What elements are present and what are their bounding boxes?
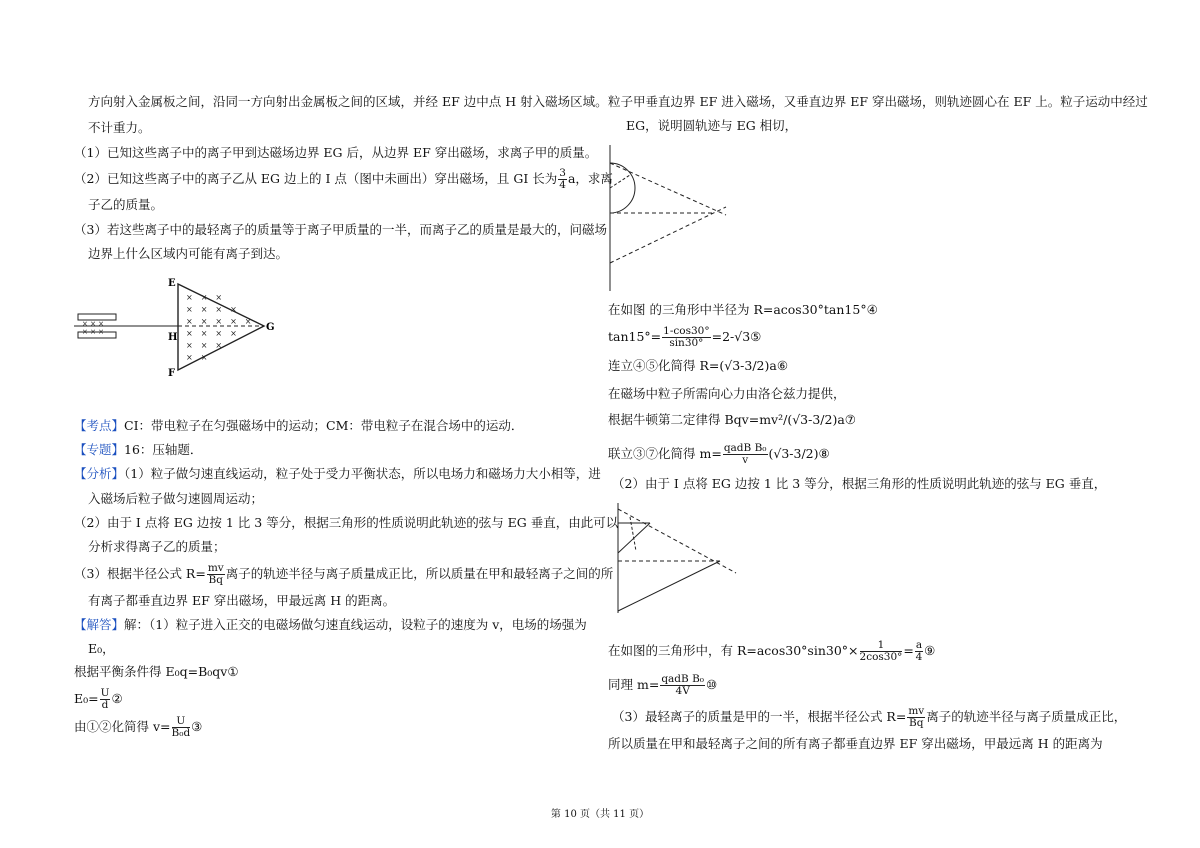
jieda-line2: E₀， (88, 641, 115, 656)
problem-intro-line1: 方向射入金属板之间，沿同一方向射出金属板之间的区域，并经 EF 边中点 H 射入磁场区域。 (88, 94, 608, 109)
r12-pre: （3）最轻离子的质量是甲的一半，根据半径公式 R= (612, 709, 907, 724)
svg-text:× × × × ×: × × × × × (186, 317, 252, 326)
right-line8 (608, 443, 830, 466)
fenxi-line3: （2）由于 I 点将 EG 边按 1 比 3 等分，根据三角形的性质说明此轨迹的弦与 EG 垂直，由此可以 (74, 515, 619, 530)
right-line1: 粒子甲垂直边界 EF 进入磁场，又垂直边界 EF 穿出磁场，则轨迹圆心在 EF 上。粒子运动中经过 (608, 94, 1148, 109)
page-footer: 第 10 页（共 11 页） (550, 809, 650, 820)
question-2-text-b: a，求离 (567, 171, 613, 186)
right-line13: 所以质量在甲和最轻离子之间的所有离子都垂直边界 EF 穿出磁场，甲最远离 H 的距离为 (608, 736, 1103, 751)
svg-text:× × ×: × × × (186, 293, 223, 302)
right-line2: EG，说明圆轨迹与 EG 相切， (626, 118, 798, 133)
jieda-text1: 解：（1）粒子进入正交的电磁场做匀速直线运动，设粒子的速度为 v，电场的场强为 (124, 617, 587, 632)
fraction-m-4v: $\frac{\text{qadB B₀}}{4V}$ (661, 673, 704, 697)
svg-text:× × ×: × × × (82, 320, 105, 328)
figure-chord (616, 503, 746, 615)
equation-1: 根据平衡条件得 E₀q=B₀qv① (74, 664, 239, 679)
r11-pre: 同理 m= (608, 677, 660, 692)
fenxi-line2: 入磁场后粒子做匀速圆周运动； (88, 491, 264, 506)
question-3-line2: 边界上什么区域内可能有离子到达。 (88, 246, 289, 261)
svg-text:× × × ×: × × × × (186, 305, 237, 314)
fraction-1-2cos30: $\frac{1}{2\cos 30^\circ}$ (859, 639, 903, 663)
svg-text:× × ×: × × × (186, 341, 223, 350)
fraction-mv-bq: $\frac{mv}{Bq}$ (207, 562, 224, 586)
magnetic-triangle (178, 284, 264, 370)
r10-mid: = (903, 643, 914, 658)
label-H: H (168, 332, 178, 343)
right-line3: 在如图 的三角形中半径为 R=acos30°tan15°④ (608, 302, 878, 317)
eq3-post: ③ (191, 719, 203, 734)
fenxi-line6: 有离子都垂直边界 EF 穿出磁场，甲最远离 H 的距离。 (88, 593, 396, 608)
eq2-pre: E₀= (74, 691, 99, 706)
fraction-u-b0d: $\frac{U}{\text{B₀d}}$ (171, 715, 191, 739)
kaodian-tag: 【考点】 (74, 418, 125, 433)
r8-pre: 联立③⑦化简得 m= (608, 446, 722, 461)
question-3-line1: （3）若这些离子中的最轻离子的质量等于离子甲质量的一半，而离子乙的质量是最大的，问磁场 (74, 222, 607, 237)
right-line12 (612, 706, 1126, 729)
svg-text:× × × ×: × × × × (186, 329, 237, 338)
r10-pre: 在如图的三角形中，有 R=acos30°sin30°× (608, 643, 859, 658)
fenxi-line4: 分析求得离子乙的质量； (88, 539, 226, 554)
jieda-tag: 【解答】 (74, 617, 125, 632)
question-1: （1）已知这些离子中的离子甲到达磁场边界 EG 后，从边界 EF 穿出磁场，求离子甲的质量。 (74, 145, 598, 160)
r4-pre: tan15°= (608, 329, 662, 344)
figure-tangent-circle (608, 145, 738, 293)
equation-3 (74, 716, 202, 739)
fraction-u-d: $\frac{U}{d}$ (100, 687, 110, 711)
svg-text:× × ×: × × × (82, 328, 105, 336)
fraction-mv-bq-right: $\frac{mv}{Bq}$ (908, 705, 925, 729)
right-line4 (608, 326, 761, 349)
fenxi-text1: （1）粒子做匀速直线运动，粒子处于受力平衡状态，所以电场力和磁场力大小相等，进 (124, 466, 601, 481)
right-line5: 连立④⑤化简得 R=(√3-3/2)a⑥ (608, 358, 789, 373)
right-line9: （2）由于 I 点将 EG 边按 1 比 3 等分，根据三角形的性质说明此轨迹的弦与 EG 垂直， (612, 476, 1107, 491)
jieda-line1 (74, 617, 587, 633)
right-line10 (608, 640, 935, 663)
r11-post: ⑩ (706, 677, 718, 692)
fenxi-line1 (74, 466, 601, 482)
fraction-m: $\frac{\text{qadB B₀}}{v}$ (723, 442, 767, 466)
fenxi-tag: 【分析】 (74, 466, 125, 481)
fenxi-text5a: （3）根据半径公式 R= (74, 566, 206, 581)
r12-post: 离子的轨迹半径与离子质量成正比， (926, 709, 1127, 724)
fraction-a-4: $\frac{a}{4}$ (915, 639, 923, 663)
fraction-tan15: $\frac{1-\cos 30^\circ}{\sin 30^\circ}$ (663, 325, 710, 349)
label-F: F (168, 368, 176, 379)
question-2-line2: 子乙的质量。 (88, 197, 164, 212)
problem-intro-line2: 不计重力。 (88, 120, 151, 135)
zhuanti-tag: 【专题】 (74, 442, 125, 457)
label-G: G (266, 322, 275, 333)
right-line11 (608, 674, 717, 697)
r8-post: (√3-3/2)⑧ (768, 446, 830, 461)
fenxi-line5 (74, 563, 613, 586)
equation-2 (74, 688, 123, 711)
zhuanti-text: 16：压轴题． (124, 442, 203, 457)
r4-post: =2-√3⑤ (711, 329, 762, 344)
fenxi-text5b: 离子的轨迹半径与离子质量成正比，所以质量在甲和最轻离子之间的所 (225, 566, 614, 581)
right-line7: 根据牛顿第二定律得 Bqv=mv²/(√3-3/2)a⑦ (608, 412, 857, 427)
eq2-post: ② (111, 691, 123, 706)
r10-post: ⑨ (924, 643, 936, 658)
eq3-pre: 由①②化简得 v= (74, 719, 171, 734)
label-E: E (168, 278, 176, 289)
svg-text:× ×: × × (186, 353, 208, 362)
kaodian-text: CI：带电粒子在匀强磁场中的运动；CM：带电粒子在混合场中的运动． (124, 418, 524, 433)
question-2-text: （2）已知这些离子中的离子乙从 EG 边上的 I 点（图中未画出）穿出磁场，且 GI 长为 (74, 171, 558, 186)
right-line6: 在磁场中粒子所需向心力由洛仑兹力提供， (608, 386, 846, 401)
zhuanti-line (74, 442, 202, 458)
fraction-3-4: $\frac{3}{4}$ (559, 167, 566, 191)
question-2-line1 (74, 168, 613, 191)
kaodian-line (74, 418, 523, 434)
problem-figure (74, 270, 284, 390)
